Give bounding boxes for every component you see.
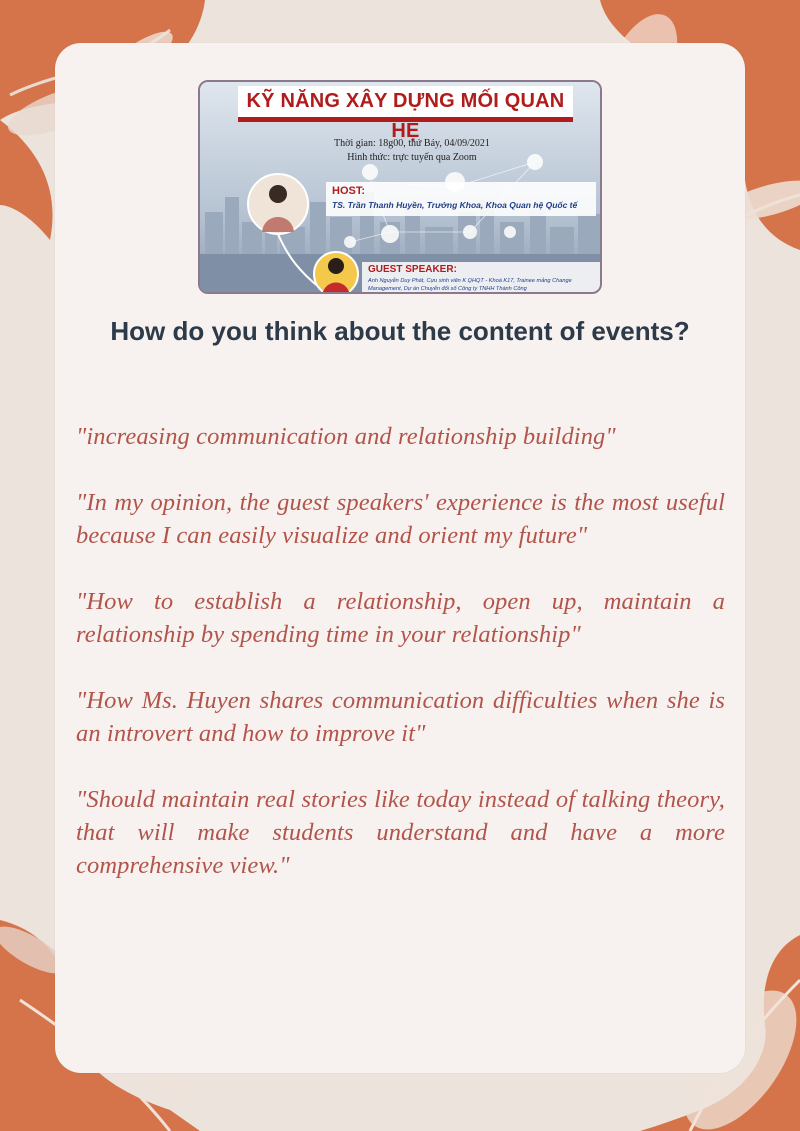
quote-item: "increasing communication and relationship building" — [76, 423, 616, 450]
banner-time: Thời gian: 18g00, thứ Bảy, 04/09/2021 — [334, 138, 490, 149]
banner-format: Hình thức: trực tuyến qua Zoom — [347, 152, 477, 163]
banner-title: KỸ NĂNG XÂY DỰNG MỐI QUAN HỆ — [238, 86, 573, 122]
quote-list — [76, 420, 725, 915]
host-panel — [326, 182, 596, 216]
event-banner — [198, 80, 602, 294]
quote-item: "Should maintain real stories like today instead of talking theory, that will make students understand and have a more comprehensive view." — [76, 786, 725, 879]
page-title: How do you think about the content of events? — [110, 316, 690, 346]
host-name: TS. Trần Thanh Huyền, Trưởng Khoa, Khoa Quan hệ Quốc tế — [332, 200, 578, 210]
guest-label: GUEST SPEAKER: — [368, 264, 457, 275]
host-label: HOST: — [332, 185, 365, 197]
guest-text: Anh Nguyễn Duy Phát, Cựu sinh viên K QHQT - Khoá K17, Trainee mảng Change Management, Dự án Chuyển đổi số Công ty TNHH Thành Công — [368, 278, 572, 292]
quote-item: "How Ms. Huyen shares communication difficulties when she is an introvert and how to improve it" — [76, 687, 725, 747]
leaf-icon — [0, 120, 53, 240]
quote-item: "In my opinion, the guest speakers' experience is the most useful because I can easily visualize and orient my future" — [76, 489, 725, 549]
quote-item: "How to establish a relationship, open up, maintain a relationship by spending time in your relationship" — [76, 588, 725, 648]
